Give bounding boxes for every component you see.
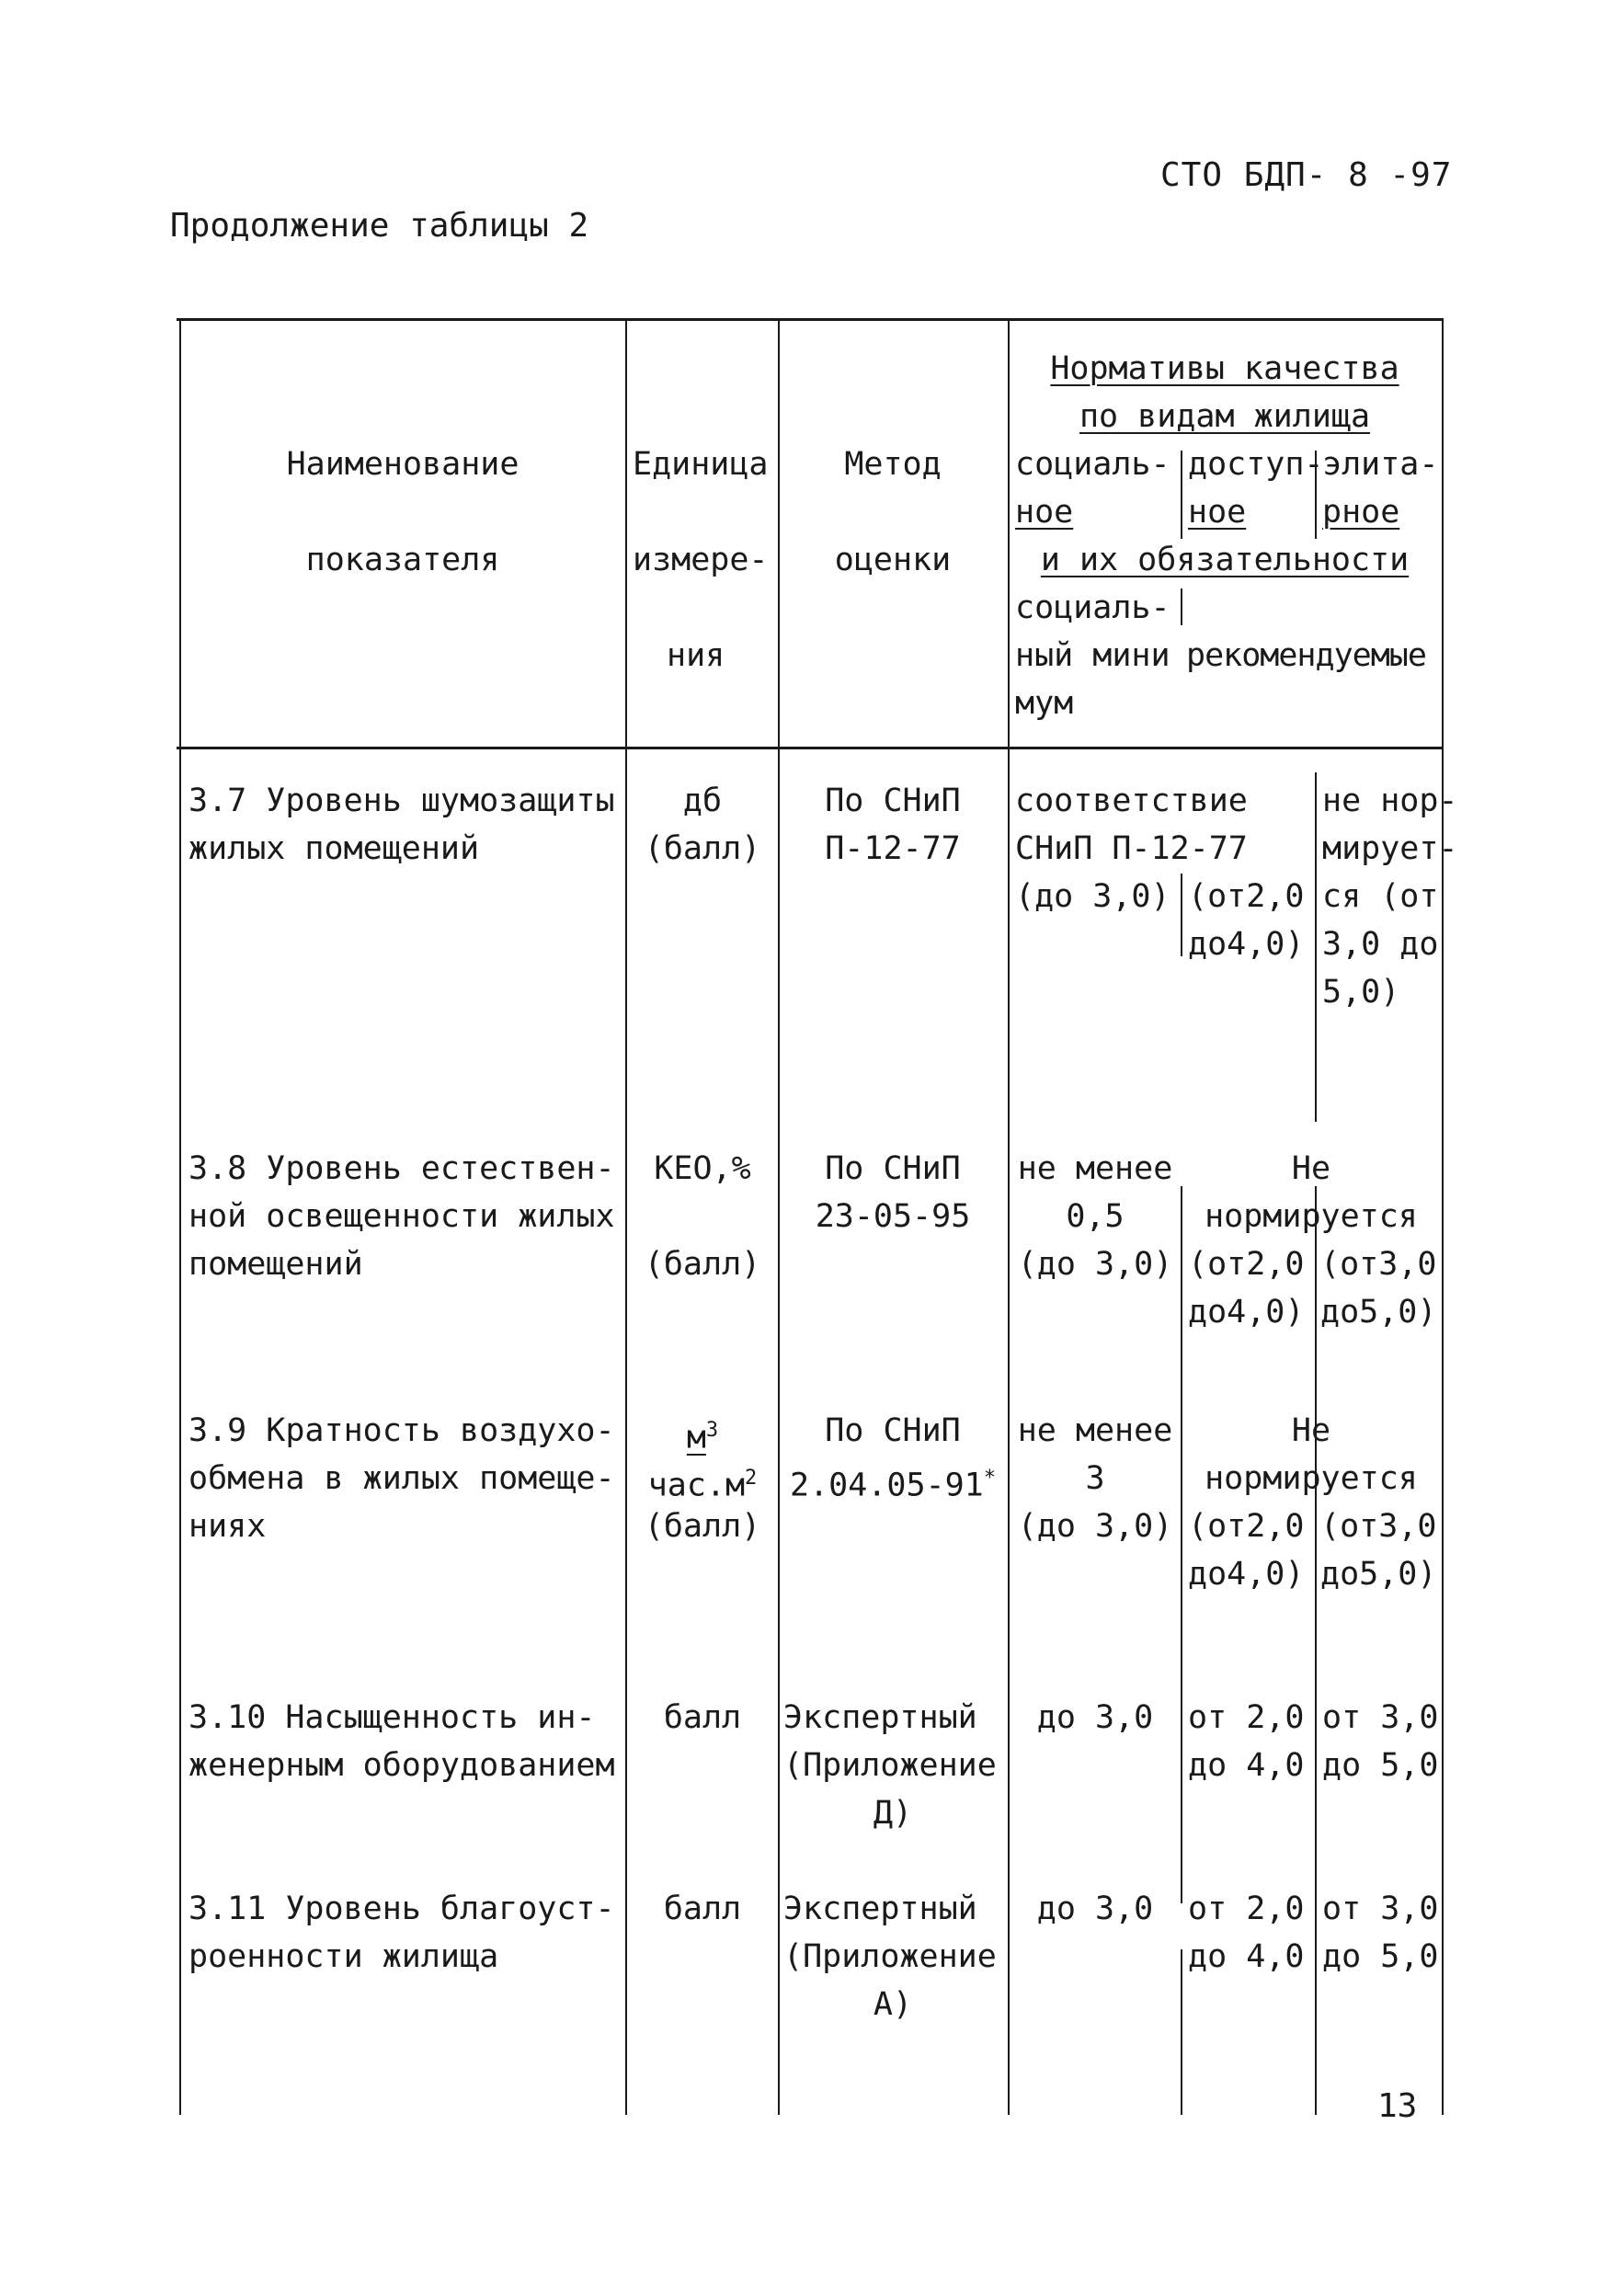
row39-accessible-line1: (от2,0	[1188, 1508, 1305, 1545]
row39-merged-line2: нормируется	[1205, 1460, 1418, 1497]
row39-social-line1: не менее	[1017, 1412, 1173, 1449]
table-left-border	[179, 318, 181, 2115]
row311-elite-line2: до 5,0	[1322, 1938, 1439, 1975]
row39-method-line2	[782, 1455, 1004, 1510]
row310-accessible-line1: от 2,0	[1188, 1699, 1305, 1736]
row38-social-line2: 0,5	[1066, 1198, 1125, 1235]
row311-method-line2: (Приложение	[783, 1938, 997, 1975]
row37-method-line2: П-12-77	[825, 830, 961, 867]
header-unit-line1: Единица	[633, 446, 769, 483]
row39-unit-numerator-exponent: 3	[705, 1419, 719, 1442]
row38-method-line2: 23-05-95	[815, 1198, 971, 1235]
row37-name-line2: жилых помещений	[188, 830, 480, 867]
row39-accessible-line2: до4,0)	[1188, 1556, 1305, 1593]
row310-social: до 3,0	[1036, 1699, 1154, 1736]
row38-unit-line1: КЕО,%	[654, 1150, 751, 1187]
row37-method-line1: По СНиП	[825, 782, 961, 819]
header-method-line2: оценки	[834, 542, 952, 578]
row39-elite-line2: до5,0)	[1320, 1556, 1437, 1593]
row39-unit-denominator-exponent: 2	[745, 1467, 758, 1490]
row311-accessible-line2: до 4,0	[1188, 1938, 1305, 1975]
row38-merged-line1: Не	[1291, 1150, 1331, 1187]
row311-unit: балл	[663, 1890, 742, 1927]
row39-unit-line1	[629, 1407, 776, 1462]
header-social: социаль-	[1015, 446, 1170, 483]
row37-elite-line4: 3,0 до	[1322, 926, 1439, 963]
row39-social-line3: (до 3,0)	[1017, 1508, 1173, 1545]
col-divider-accessible-r311	[1181, 1949, 1182, 2115]
row39-social-line2: 3	[1085, 1460, 1105, 1497]
row310-name-line2: женерным оборудованием	[188, 1747, 615, 1784]
row311-elite-line1: от 3,0	[1322, 1890, 1439, 1927]
row38-merged-line2: нормируется	[1205, 1198, 1418, 1235]
col-divider-unit	[625, 318, 627, 2115]
row38-name-line3: помещений	[188, 1246, 363, 1283]
row37-elite-line1: не нор-	[1322, 782, 1458, 819]
header-name-line1: Наименование	[286, 446, 520, 483]
document-code: СТО БДП- 8 -97	[1160, 156, 1453, 194]
header-social-min-line3: мум	[1015, 685, 1074, 722]
row38-name-line2: ной освещенности жилых	[188, 1198, 615, 1235]
row38-social-line1: не менее	[1017, 1150, 1173, 1187]
row311-name-line2: роенности жилища	[188, 1938, 499, 1975]
row39-unit-denominator: час.м	[647, 1467, 746, 1504]
row37-unit-line1: дб	[682, 782, 723, 819]
row37-name-line1: 3.7 Уровень шумозащиты	[188, 782, 615, 819]
table-header-separator	[177, 747, 1442, 749]
header-accessible: доступ-	[1188, 446, 1324, 483]
header-method-line1: Метод	[844, 446, 942, 483]
row311-method-line1: Экспертный	[783, 1890, 977, 1927]
col-divider-accessible-lower	[1181, 1186, 1182, 1903]
row310-accessible-line2: до 4,0	[1188, 1747, 1305, 1784]
table-right-border	[1442, 318, 1444, 2115]
row310-method-line2: (Приложение	[783, 1747, 997, 1784]
header-norms-title-line1: Нормативы качества	[1050, 350, 1399, 387]
row39-unit-line2	[629, 1455, 776, 1510]
row310-method-line3: Д)	[873, 1795, 913, 1832]
row37-unit-line2: (балл)	[644, 830, 761, 867]
row310-name-line1: 3.10 Насыщенность ин-	[188, 1699, 596, 1736]
row37-merged-line2: СНиП П-12-77	[1015, 830, 1248, 867]
row37-merged-line1: соответствие	[1015, 782, 1248, 819]
row39-name-line1: 3.9 Кратность воздухо-	[188, 1412, 615, 1449]
row39-method-asterisk: *	[983, 1467, 996, 1490]
col-divider-recommended-header	[1181, 588, 1182, 625]
row38-accessible-line2: до4,0)	[1188, 1294, 1305, 1331]
row311-method-line3: А)	[873, 1986, 913, 2023]
row39-name-line3: ниях	[188, 1508, 267, 1545]
row39-unit-numerator: м	[686, 1419, 706, 1456]
header-norms-title-line2: по видам жилища	[1079, 398, 1371, 435]
row38-unit-line2: (балл)	[644, 1246, 761, 1283]
row37-elite-line2: мирует-	[1322, 830, 1458, 867]
row38-social-line3: (до 3,0)	[1017, 1246, 1173, 1283]
header-elite-line2: рное	[1322, 494, 1400, 531]
header-elite: элита-	[1322, 446, 1439, 483]
row38-elite-line1: (от3,0	[1320, 1246, 1437, 1283]
row37-accessible-line2: до4,0)	[1188, 926, 1305, 963]
row37-accessible-line1: (от2,0	[1188, 878, 1305, 915]
row39-method-code: 2.04.05-91	[790, 1467, 984, 1504]
col-divider-norms	[1008, 318, 1010, 2115]
header-social-line2: ное	[1015, 494, 1074, 531]
col-divider-elite-r37	[1315, 772, 1317, 1122]
row39-method-line1: По СНиП	[825, 1412, 961, 1449]
row38-accessible-line1: (от2,0	[1188, 1246, 1305, 1283]
col-divider-method	[778, 318, 780, 2115]
row37-social: (до 3,0)	[1015, 878, 1170, 915]
row310-unit: балл	[663, 1699, 742, 1736]
header-social-min-line2: ный мини	[1015, 637, 1170, 674]
header-social-min-line1: социаль-	[1015, 589, 1170, 626]
table-top-border	[177, 318, 1442, 321]
row311-accessible-line1: от 2,0	[1188, 1890, 1305, 1927]
page-number: 13	[1377, 2087, 1418, 2125]
row39-name-line2: обмена в жилых помеще-	[188, 1460, 615, 1497]
row39-merged-line1: Не	[1291, 1412, 1331, 1449]
header-recommended: рекомендуемые	[1186, 637, 1426, 674]
row37-elite-line5: 5,0)	[1322, 974, 1400, 1011]
header-unit-line3: ния	[667, 637, 725, 674]
row38-method-line1: По СНиП	[825, 1150, 961, 1187]
row311-name-line1: 3.11 Уровень благоуст-	[188, 1890, 615, 1927]
row311-social: до 3,0	[1036, 1890, 1154, 1927]
header-obligation: и их обязательности	[1040, 542, 1410, 578]
col-divider-accessible-r37	[1181, 874, 1182, 956]
row310-method-line1: Экспертный	[783, 1699, 977, 1736]
row310-elite-line2: до 5,0	[1322, 1747, 1439, 1784]
row39-elite-line1: (от3,0	[1320, 1508, 1437, 1545]
table-continuation-caption: Продолжение таблицы 2	[170, 207, 589, 245]
row38-name-line1: 3.8 Уровень естествен-	[188, 1150, 615, 1187]
row39-unit-line3: (балл)	[644, 1508, 761, 1545]
header-name-line2: показателя	[305, 542, 500, 578]
col-divider-accessible-header	[1181, 451, 1182, 539]
header-unit-line2: измере-	[633, 542, 769, 578]
row37-elite-line3: ся (от	[1322, 878, 1439, 915]
row310-elite-line1: от 3,0	[1322, 1699, 1439, 1736]
header-accessible-line2: ное	[1188, 494, 1247, 531]
col-divider-elite-lower	[1315, 1186, 1317, 2115]
row38-elite-line2: до5,0)	[1320, 1294, 1437, 1331]
